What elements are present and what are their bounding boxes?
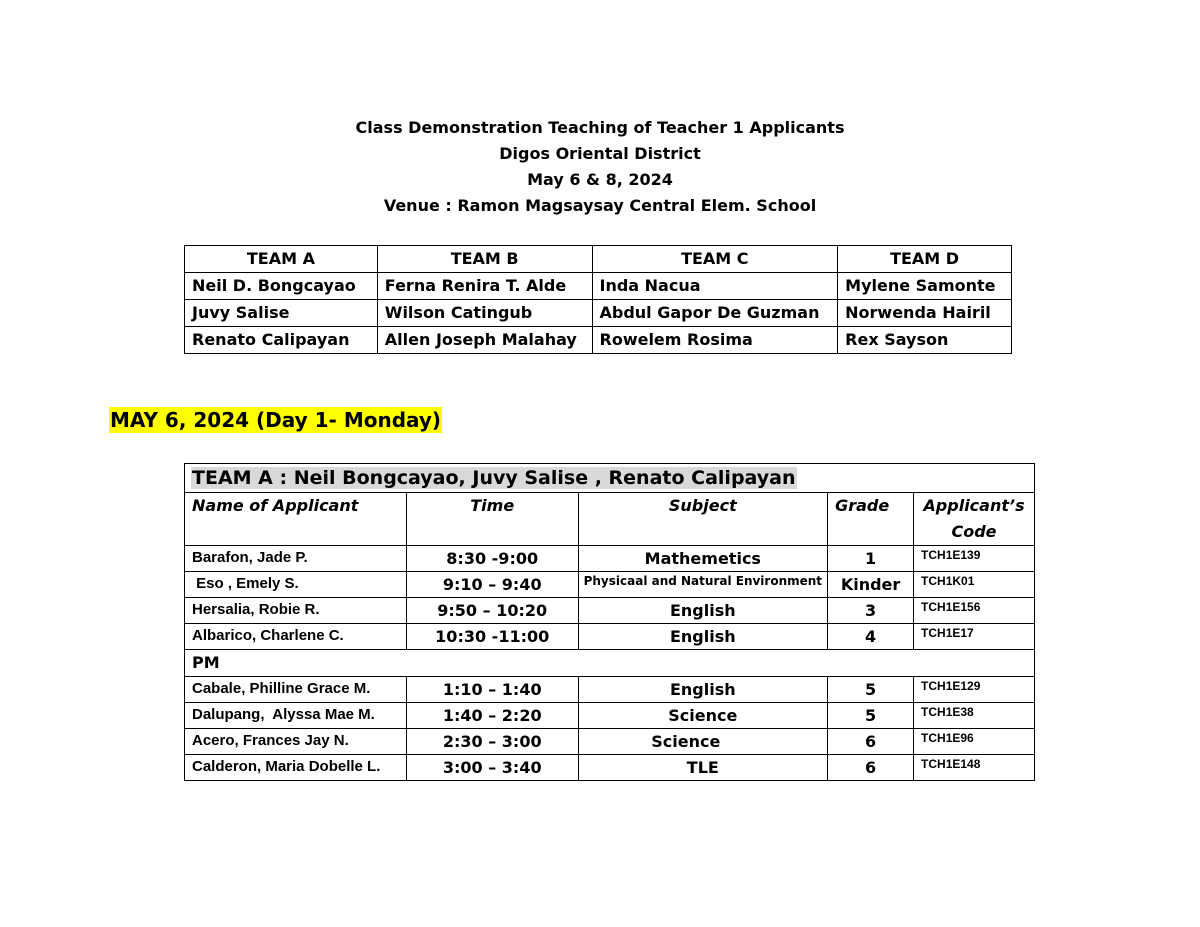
- grade: 6: [828, 729, 914, 755]
- applicant-name: Albarico, Charlene C.: [185, 624, 407, 650]
- time-slot: 8:30 -9:00: [406, 546, 578, 572]
- team-member: Mylene Samonte: [838, 273, 1012, 300]
- team-a-header: TEAM A: [185, 246, 378, 273]
- applicant-name: Acero, Frances Jay N.: [185, 729, 407, 755]
- time-slot: 3:00 – 3:40: [406, 755, 578, 781]
- table-row: [185, 677, 1035, 703]
- subject: Science: [578, 729, 828, 755]
- table-row: [185, 572, 1035, 598]
- team-member: Juvy Salise: [185, 300, 378, 327]
- venue-line: Venue : Ramon Magsaysay Central Elem. School: [383, 196, 817, 215]
- applicant-code: TCH1E129: [914, 677, 1035, 703]
- time-slot: 1:10 – 1:40: [406, 677, 578, 703]
- team-member: Rex Sayson: [838, 327, 1012, 354]
- teams-header-row: [185, 246, 1012, 273]
- schedule-header-row: [185, 493, 1035, 546]
- teams-row: [185, 327, 1012, 354]
- grade: 5: [828, 703, 914, 729]
- time-slot: 1:40 – 2:20: [406, 703, 578, 729]
- team-label: TEAM A : Neil Bongcayao, Juvy Salise , Renato Calipayan: [192, 467, 796, 489]
- team-member: Norwenda Hairil: [838, 300, 1012, 327]
- pm-label: PM: [185, 650, 1035, 677]
- applicant-name: Barafon, Jade P.: [185, 546, 407, 572]
- applicant-name: Dalupang, Alyssa Mae M.: [185, 703, 407, 729]
- team-label-row: [185, 464, 1035, 493]
- applicant-code: TCH1E156: [914, 598, 1035, 624]
- grade: Kinder: [828, 572, 914, 598]
- team-d-header: TEAM D: [838, 246, 1012, 273]
- time-slot: 10:30 -11:00: [406, 624, 578, 650]
- applicant-code: TCH1E139: [914, 546, 1035, 572]
- applicant-name: Cabale, Philline Grace M.: [185, 677, 407, 703]
- subject: English: [578, 677, 828, 703]
- district-line: Digos Oriental District: [499, 144, 701, 163]
- applicant-name: Calderon, Maria Dobelle L.: [185, 755, 407, 781]
- grade: 1: [828, 546, 914, 572]
- day1-heading: MAY 6, 2024 (Day 1- Monday): [110, 408, 442, 432]
- table-row: [185, 703, 1035, 729]
- subject: English: [578, 598, 828, 624]
- col-header-code: Applicant’s Code: [914, 493, 1035, 546]
- subject: Physicaal and Natural Environment: [578, 572, 828, 598]
- table-row: [185, 624, 1035, 650]
- teams-row: [185, 273, 1012, 300]
- team-member: Allen Joseph Malahay: [377, 327, 592, 354]
- time-slot: 9:50 – 10:20: [406, 598, 578, 624]
- team-member: Rowelem Rosima: [592, 327, 838, 354]
- subject: Science: [578, 703, 828, 729]
- day1-schedule-table: [184, 463, 1035, 781]
- dates-line: May 6 & 8, 2024: [527, 170, 673, 189]
- grade: 6: [828, 755, 914, 781]
- applicant-name: Hersalia, Robie R.: [185, 598, 407, 624]
- team-label-cell: [185, 464, 1035, 493]
- time-slot: 2:30 – 3:00: [406, 729, 578, 755]
- applicant-code: TCH1E96: [914, 729, 1035, 755]
- teams-row: [185, 300, 1012, 327]
- subject: TLE: [578, 755, 828, 781]
- team-member: Wilson Catingub: [377, 300, 592, 327]
- grade: 4: [828, 624, 914, 650]
- pm-row: [185, 650, 1035, 677]
- team-c-header: TEAM C: [592, 246, 838, 273]
- applicant-code: TCH1E38: [914, 703, 1035, 729]
- applicant-name: Eso , Emely S.: [185, 572, 407, 598]
- team-member: Renato Calipayan: [185, 327, 378, 354]
- table-row: [185, 546, 1035, 572]
- subject: Mathemetics: [578, 546, 828, 572]
- team-member: Ferna Renira T. Alde: [377, 273, 592, 300]
- applicant-code: TCH1E148: [914, 755, 1035, 781]
- grade: 5: [828, 677, 914, 703]
- time-slot: 9:10 – 9:40: [406, 572, 578, 598]
- team-b-header: TEAM B: [377, 246, 592, 273]
- team-member: Abdul Gapor De Guzman: [592, 300, 838, 327]
- team-member: Neil D. Bongcayao: [185, 273, 378, 300]
- teams-table: [184, 245, 1012, 354]
- col-header-grade: Grade: [828, 493, 914, 546]
- document-title: Class Demonstration Teaching of Teacher 1 Applicants: [355, 118, 845, 137]
- table-row: [185, 729, 1035, 755]
- col-header-subject: Subject: [578, 493, 828, 546]
- col-header-time: Time: [406, 493, 578, 546]
- subject: English: [578, 624, 828, 650]
- team-member: Inda Nacua: [592, 273, 838, 300]
- grade: 3: [828, 598, 914, 624]
- applicant-code: TCH1E17: [914, 624, 1035, 650]
- table-row: [185, 755, 1035, 781]
- applicant-code: TCH1K01: [914, 572, 1035, 598]
- table-row: [185, 598, 1035, 624]
- col-header-name: Name of Applicant: [185, 493, 407, 546]
